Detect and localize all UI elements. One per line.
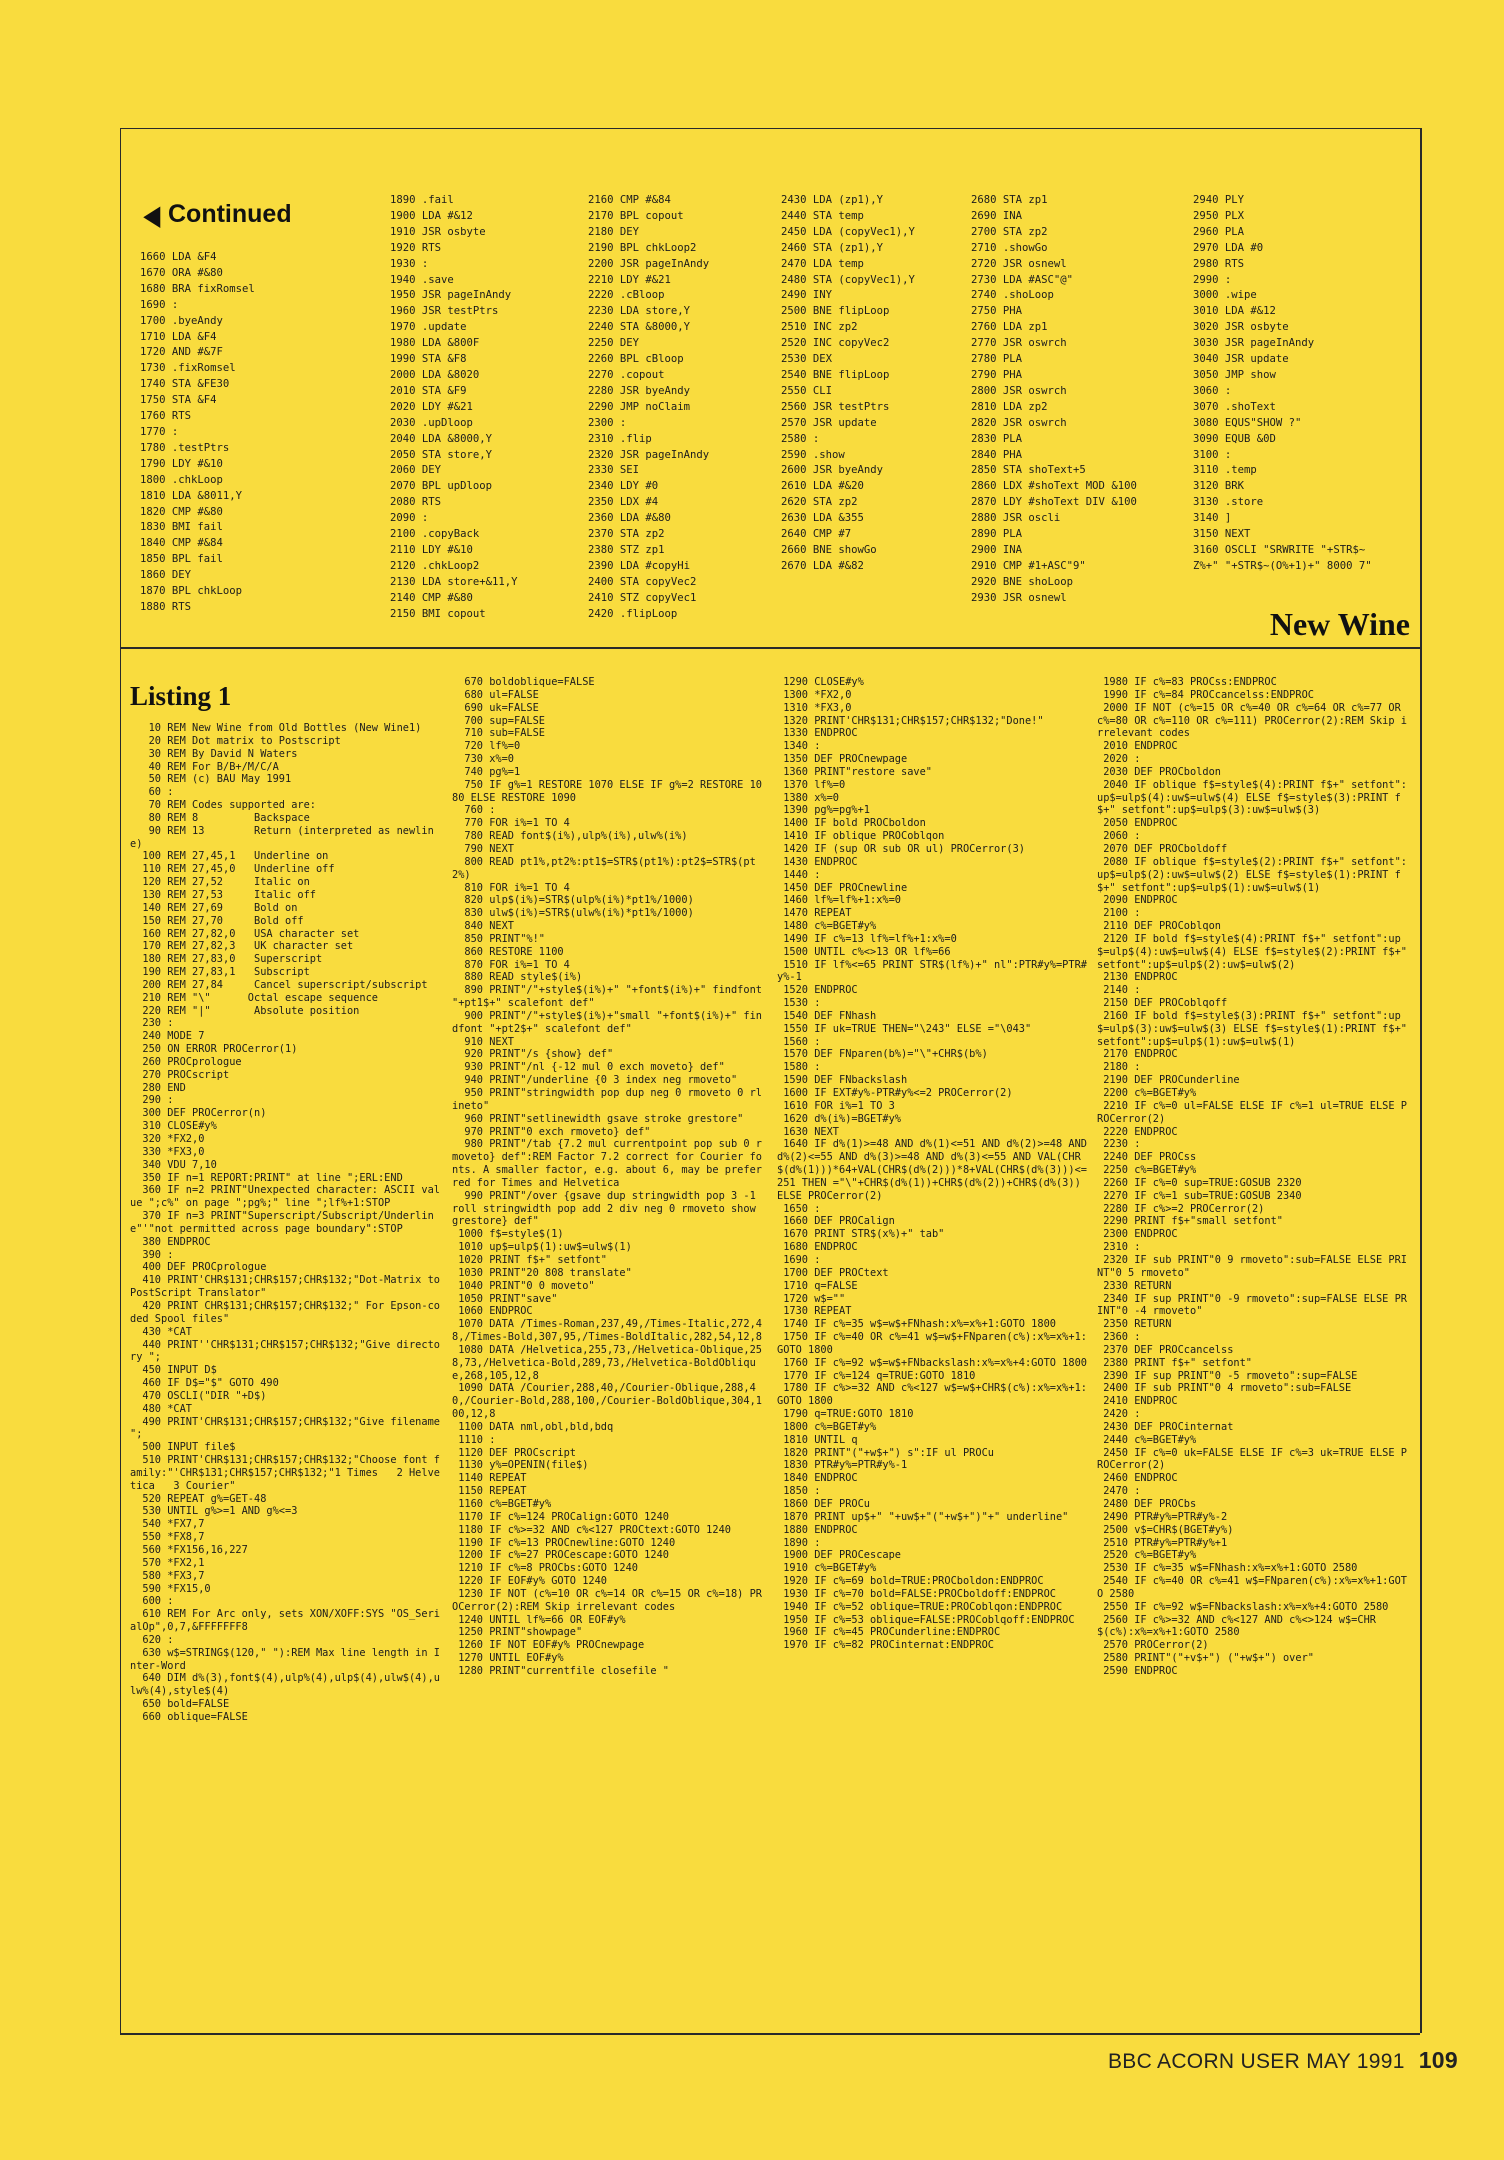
assembly-column-3: 2160 CMP #&84 2170 BPL copout 2180 DEY 2190 BPL chkLoop2 2200 JSR pageInAndy 2210 LDY #&21 2220 .cBloop 2230 LDA store,Y 2240 STA &8000,Y 2250 DEY 2260 BPL cBloop 2270 .copout 2280 JSR byeAndy 2290 JMP noClaim 2300 : 2310 .flip 2320 JSR pageInAndy 2330 SEI 2340 LDY #0 2350 LDX #4 2360 LDA #&80 2370 STA zp2 2380 STZ zp1 2390 LDA #copyHi 2400 STA copyVec2 2410 STZ copyVec1 2420 .flipLoop [588, 194, 710, 620]
assembly-column-2: 1890 .fail 1900 LDA #&12 1910 JSR osbyte 1920 RTS 1930 : 1940 .save 1950 JSR pageInAndy 1960 JSR testPtrs 1970 .update 1980 LDA &800F 1990 STA &F8 2000 LDA &8020 2010 STA &F9 2020 LDY #&21 2030 .upDloop 2040 LDA &8000,Y 2050 STA store,Y 2060 DEY 2070 BPL upDloop 2080 RTS 2090 : 2100 .copyBack 2110 LDY #&10 2120 .chkLoop2 2130 LDA store+&11,Y 2140 CMP #&80 2150 BMI copout [390, 194, 518, 620]
listing-column-4: 1980 IF c%=83 PROCss:ENDPROC 1990 IF c%=84 PROCcancelss:ENDPROC 2000 IF NOT (c%=15 OR c%=40 OR c%=64 OR c%=77 OR c%=80 OR c%=110 OR c%=111) PROCerror(2):REM Skip irrelevant codes 2010 ENDPROC 2020 : 2030 DEF PROCboldon 2040 IF oblique f$=style$(4):PRINT f$+" setfont":up$=ulp$(4):uw$=ulw$(4) ELSE f$=style$(3):PRINT f$+" setfont":up$=ulp$(3):uw$=ulw$(3) 2050 ENDPROC 2060 : 2070 DEF PROCboldoff 2080 IF oblique f$=style$(2):PRINT f$+" setfont":up$=ulp$(2):uw$=ulw$(2) ELSE f$=style$(1):PRINT f$+" setfont":up$=ulp$(1):uw$=ulw$(1) 2090 ENDPROC 2100 : 2110 DEF PROCoblqon 2120 IF bold f$=style$(4):PRINT f$+" setfont":up$=ulp$(4):uw$=ulw$(4) ELSE f$=style$(2):PRINT f$+" setfont":up$=ulp$(2):uw$=ulw$(2) 2130 ENDPROC 2140 : 2150 DEF PROCoblqoff 2160 IF bold f$=style$(3):PRINT f$+" setfont":up$=ulp$(3):uw$=ulw$(3) ELSE f$=style$(1):PRINT f$+" setfont":up$=ulp$(1):uw$=ulw$(1) 2170 ENDPROC 2180 : 2190 DEF PROCunderline 2200 c%=BGET#y% 2210 IF c%=0 ul=FALSE ELSE IF c%=1 ul=TRUE ELSE PROCerror(2) 2220 ENDPROC 2230 : 2240 DEF PROCss 2250 c%=BGET#y% 2260 IF c%=0 sup=TRUE:GOSUB 2320 2270 IF c%=1 sub=TRUE:GOSUB 2340 2280 IF c%>=2 PROCerror(2) 2290 PRINT f$+"small setfont" 2300 ENDPROC 2310 : 2320 IF sub PRINT"0 9 rmoveto":sub=FALSE ELSE PRINT"0 5 rmoveto" 2330 RETURN 2340 IF sup PRINT"0 -9 rmoveto":sup=FALSE ELSE PRINT"0 -4 rmoveto" 2350 RETURN 2360 : 2370 DEF PROCcancelss 2380 PRINT f$+" setfont" 2390 IF sup PRINT"0 -5 rmoveto":sup=FALSE 2400 IF sub PRINT"0 4 rmoveto":sub=FALSE 2410 ENDPROC 2420 : 2430 DEF PROCinternat 2440 c%=BGET#y% 2450 IF c%=0 uk=FALSE ELSE IF c%=3 uk=TRUE ELSE PROCerror(2) 2460 ENDPROC 2470 : 2480 DEF PROCbs 2490 PTR#y%=PTR#y%-2 2500 v$=CHR$(BGET#y%) 2510 PTR#y%=PTR#y%+1 2520 c%=BGET#y% 2530 IF c%=35 w$=FNhash:x%=x%+1:GOTO 2580 2540 IF c%=40 OR c%=41 w$=FNparen(c%):x%=x%+1:GOTO 2580 2550 IF c%=92 w$=FNbackslash:x%=x%+4:GOTO 2580 2560 IF c%>=32 AND c%<127 AND c%<>124 w$=CHR$(c%):x%=x%+1:GOTO 2580 2570 PROCerror(2) 2580 PRINT"("+v$+") ("+w$+") over" 2590 ENDPROC [1097, 676, 1407, 1677]
arrow-left-icon: ◀ [144, 199, 160, 230]
page-footer [1108, 2047, 1458, 2074]
footer-publication: BBC ACORN USER MAY 1991 [1107, 2050, 1405, 2073]
listing-title: Listing 1 [130, 681, 232, 711]
listing-column-3: 1290 CLOSE#y% 1300 *FX2,0 1310 *FX3,0 1320 PRINT'CHR$131;CHR$157;CHR$132;"Done!" 1330 ENDPROC 1340 : 1350 DEF PROCnewpage 1360 PRINT"restore save" 1370 lf%=0 1380 x%=0 1390 pg%=pg%+1 1400 IF bold PROCboldon 1410 IF oblique PROCoblqon 1420 IF (sup OR sub OR ul) PROCerror(3) 1430 ENDPROC 1440 : 1450 DEF PROCnewline 1460 lf%=lf%+1:x%=0 1470 REPEAT 1480 c%=BGET#y% 1490 IF c%=13 lf%=lf%+1:x%=0 1500 UNTIL c%<>13 OR lf%=66 1510 IF lf%<=65 PRINT STR$(lf%)+" nl":PTR#y%=PTR#y%-1 1520 ENDPROC 1530 : 1540 DEF FNhash 1550 IF uk=TRUE THEN="\243" ELSE ="\043" 1560 : 1570 DEF FNparen(b%)="\"+CHR$(b%) 1580 : 1590 DEF FNbackslash 1600 IF EXT#y%-PTR#y%<=2 PROCerror(2) 1610 FOR i%=1 TO 3 1620 d%(i%)=BGET#y% 1630 NEXT 1640 IF d%(1)>=48 AND d%(1)<=51 AND d%(2)>=48 AND d%(2)<=55 AND d%(3)>=48 AND d%(3)<=55 AND VAL(CHR$(d%(1)))*64+VAL(CHR$(d%(2)))*8+VAL(CHR$(d%(3)))<=251 THEN ="\"+CHR$(d%(1))+CHR$(d%(2))+CHR$(d%(3)) ELSE PROCerror(2) 1650 : 1660 DEF PROCalign 1670 PRINT STR$(x%)+" tab" 1680 ENDPROC 1690 : 1700 DEF PROCtext 1710 q=FALSE 1720 w$="" 1730 REPEAT 1740 IF c%=35 w$=w$+FNhash:x%=x%+1:GOTO 1800 1750 IF c%=40 OR c%=41 w$=w$+FNparen(c%):x%=x%+1:GOTO 1800 1760 IF c%=92 w$=w$+FNbackslash:x%=x%+4:GOTO 1800 1770 IF c%=124 q=TRUE:GOTO 1810 1780 IF c%>=32 AND c%<127 w$=w$+CHR$(c%):x%=x%+1:GOTO 1800 1790 q=TRUE:GOTO 1810 1800 c%=BGET#y% 1810 UNTIL q 1820 PRINT"("+w$+") s":IF ul PROCu 1830 PTR#y%=PTR#y%-1 1840 ENDPROC 1850 : 1860 DEF PROCu 1870 PRINT up$+" "+uw$+"("+w$+")"+" underline" 1880 ENDPROC 1890 : 1900 DEF PROCescape 1910 c%=BGET#y% 1920 IF c%=69 bold=TRUE:PROCboldon:ENDPROC 1930 IF c%=70 bold=FALSE:PROCboldoff:ENDPROC 1940 IF c%=52 oblique=TRUE:PROCoblqon:ENDPROC 1950 IF c%=53 oblique=FALSE:PROCoblqoff:ENDPROC 1960 IF c%=45 PROCunderline:ENDPROC 1970 IF c%=82 PROCinternat:ENDPROC [777, 676, 1087, 1652]
assembly-column-1: 1660 LDA &F4 1670 ORA #&80 1680 BRA fixRomsel 1690 : 1700 .byeAndy 1710 LDA &F4 1720 AND #&7F 1730 .fixRomsel 1740 STA &FE30 1750 STA &F4 1760 RTS 1770 : 1780 .testPtrs 1790 LDY #&10 1800 .chkLoop 1810 LDA &8011,Y 1820 CMP #&80 1830 BMI fail 1840 CMP #&84 1850 BPL fail 1860 DEY 1870 BPL chkLoop 1880 RTS [140, 251, 255, 613]
page-number: 109 [1418, 2047, 1458, 2073]
bottom-divider [120, 2033, 1420, 2035]
section-title: New Wine [1269, 606, 1410, 642]
assembly-column-5: 2680 STA zp1 2690 INA 2700 STA zp2 2710 .showGo 2720 JSR osnewl 2730 LDA #ASC"@" 2740 .shoLoop 2750 PHA 2760 LDA zp1 2770 JSR oswrch 2780 PLA 2790 PHA 2800 JSR oswrch 2810 LDA zp2 2820 JSR oswrch 2830 PLA 2840 PHA 2850 STA shoText+5 2860 LDX #shoText MOD &100 2870 LDY #shoText DIV &100 2880 JSR oscli 2890 PLA 2900 INA 2910 CMP #1+ASC"9" 2920 BNE shoLoop 2930 JSR osnewl [971, 194, 1137, 604]
assembly-column-4: 2430 LDA (zp1),Y 2440 STA temp 2450 LDA (copyVec1),Y 2460 STA (zp1),Y 2470 LDA temp 2480 STA (copyVec1),Y 2490 INY 2500 BNE flipLoop 2510 INC zp2 2520 INC copyVec2 2530 DEX 2540 BNE flipLoop 2550 CLI 2560 JSR testPtrs 2570 JSR update 2580 : 2590 .show 2600 JSR byeAndy 2610 LDA #&20 2620 STA zp2 2630 LDA &355 2640 CMP #7 2660 BNE showGo 2670 LDA #&82 [781, 194, 915, 572]
continued-heading [142, 200, 292, 229]
section-divider [120, 647, 1420, 649]
continued-label: Continued [168, 200, 292, 228]
assembly-column-6: 2940 PLY 2950 PLX 2960 PLA 2970 LDA #0 2980 RTS 2990 : 3000 .wipe 3010 LDA #&12 3020 JSR osbyte 3030 JSR pageInAndy 3040 JSR update 3050 JMP show 3060 : 3070 .shoText 3080 EQUS"SHOW ?" 3090 EQUB &0D 3100 : 3110 .temp 3120 BRK 3130 .store 3140 ] 3150 NEXT 3160 OSCLI "SRWRITE "+STR$~Z%+" "+STR$~(O%+1)+" 8000 7" [1193, 194, 1372, 572]
page-frame-right [1420, 128, 1422, 2033]
listing-column-2: 670 boldoblique=FALSE 680 ul=FALSE 690 uk=FALSE 700 sup=FALSE 710 sub=FALSE 720 lf%=0 730 x%=0 740 pg%=1 750 IF g%=1 RESTORE 1070 ELSE IF g%=2 RESTORE 1080 ELSE RESTORE 1090 760 : 770 FOR i%=1 TO 4 780 READ font$(i%),ulp%(i%),ulw%(i%) 790 NEXT 800 READ pt1%,pt2%:pt1$=STR$(pt1%):pt2$=STR$(pt2%) 810 FOR i%=1 TO 4 820 ulp$(i%)=STR$(ulp%(i%)*pt1%/1000) 830 ulw$(i%)=STR$(ulw%(i%)*pt1%/1000) 840 NEXT 850 PRINT"%!" 860 RESTORE 1100 870 FOR i%=1 TO 4 880 READ style$(i%) 890 PRINT"/"+style$(i%)+" "+font$(i%)+" findfont "+pt1$+" scalefont def" 900 PRINT"/"+style$(i%)+"small "+font$(i%)+" findfont "+pt2$+" scalefont def" 910 NEXT 920 PRINT"/s {show} def" 930 PRINT"/nl {-12 mul 0 exch moveto} def" 940 PRINT"/underline {0 3 index neg rmoveto" 950 PRINT"stringwidth pop dup neg 0 rmoveto 0 rlineto" 960 PRINT"setlinewidth gsave stroke grestore" 970 PRINT"0 exch rmoveto} def" 980 PRINT"/tab {7.2 mul currentpoint pop sub 0 rmoveto} def":REM Factor 7.2 correct for Courier fonts. A smaller factor, e.g. about 6, may be preferred for Times and Helvetica 990 PRINT"/over {gsave dup stringwidth pop 3 -1 roll stringwidth pop add 2 div neg 0 rmoveto show grestore} def" 1000 f$=style$(1) 1010 up$=ulp$(1):uw$=ulw$(1) 1020 PRINT f$+" setfont" 1030 PRINT"20 808 translate" 1040 PRINT"0 0 moveto" 1050 PRINT"save" 1060 ENDPROC 1070 DATA /Times-Roman,237,49,/Times-Italic,272,48,/Times-Bold,307,95,/Times-BoldItalic,282,54,12,8 1080 DATA /Helvetica,255,73,/Helvetica-Oblique,258,73,/Helvetica-Bold,289,73,/Helvetica-BoldOblique,268,105,12,8 1090 DATA /Courier,288,40,/Courier-Oblique,288,40,/Courier-Bold,288,100,/Courier-BoldOblique,304,100,12,8 1100 DATA nml,obl,bld,bdq 1110 : 1120 DEF PROCscript 1130 y%=OPENIN(file$) 1140 REPEAT 1150 REPEAT 1160 c%=BGET#y% 1170 IF c%=124 PROCalign:GOTO 1240 1180 IF c%>=32 AND c%<127 PROCtext:GOTO 1240 1190 IF c%=13 PROCnewline:GOTO 1240 1200 IF c%=27 PROCescape:GOTO 1240 1210 IF c%=8 PROCbs:GOTO 1240 1220 IF EOF#y% GOTO 1240 1230 IF NOT (c%=10 OR c%=14 OR c%=15 OR c%=18) PROCerror(2):REM Skip irrelevant codes 1240 UNTIL lf%=66 OR EOF#y% 1250 PRINT"showpage" 1260 IF NOT EOF#y% PROCnewpage 1270 UNTIL EOF#y% 1280 PRINT"currentfile closefile " [452, 676, 762, 1677]
listing-column-1: 10 REM New Wine from Old Bottles (New Wine1) 20 REM Dot matrix to Postscript 30 REM By David N Waters 40 REM For B/B+/M/C/A 50 REM (c) BAU May 1991 60 : 70 REM Codes supported are: 80 REM 8 Backspace 90 REM 13 Return (interpreted as newline) 100 REM 27,45,1 Underline on 110 REM 27,45,0 Underline off 120 REM 27,52 Italic on 130 REM 27,53 Italic off 140 REM 27,69 Bold on 150 REM 27,70 Bold off 160 REM 27,82,0 USA character set 170 REM 27,82,3 UK character set 180 REM 27,83,0 Superscript 190 REM 27,83,1 Subscript 200 REM 27,84 Cancel superscript/subscript 210 REM "\" Octal escape sequence 220 REM "|" Absolute position 230 : 240 MODE 7 250 ON ERROR PROCerror(1) 260 PROCprologue 270 PROCscript 280 END 290 : 300 DEF PROCerror(n) 310 CLOSE#y% 320 *FX2,0 330 *FX3,0 340 VDU 7,10 350 IF n=1 REPORT:PRINT" at line ";ERL:END 360 IF n=2 PRINT"Unexpected character: ASCII value ";c%" on page ";pg%;" line ";lf%+1:STOP 370 IF n=3 PRINT"Superscript/Subscript/Underline"'"not permitted across page boundary":STOP 380 ENDPROC 390 : 400 DEF PROCprologue 410 PRINT'CHR$131;CHR$157;CHR$132;"Dot-Matrix to PostScript Translator" 420 PRINT CHR$131;CHR$157;CHR$132;" For Epson-coded Spool files" 430 *CAT 440 PRINT''CHR$131;CHR$157;CHR$132;"Give directory "; 450 INPUT D$ 460 IF D$="$" GOTO 490 470 OSCLI("DIR "+D$) 480 *CAT 490 PRINT'CHR$131;CHR$157;CHR$132;"Give filename "; 500 INPUT file$ 510 PRINT'CHR$131;CHR$157;CHR$132;"Choose font family:"'CHR$131;CHR$157;CHR$132;"1 Times 2 Helvetica 3 Courier" 520 REPEAT g%=GET-48 530 UNTIL g%>=1 AND g%<=3 540 *FX7,7 550 *FX8,7 560 *FX156,16,227 570 *FX2,1 580 *FX3,7 590 *FX15,0 600 : 610 REM For Arc only, sets XON/XOFF:SYS "OS_SerialOp",0,7,&FFFFFFF8 620 : 630 w$=STRING$(120," "):REM Max line length in Inter-Word 640 DIM d%(3),font$(4),ulp%(4),ulp$(4),ulw$(4),ulw%(4),style$(4) 650 bold=FALSE 660 oblique=FALSE [130, 722, 440, 1723]
